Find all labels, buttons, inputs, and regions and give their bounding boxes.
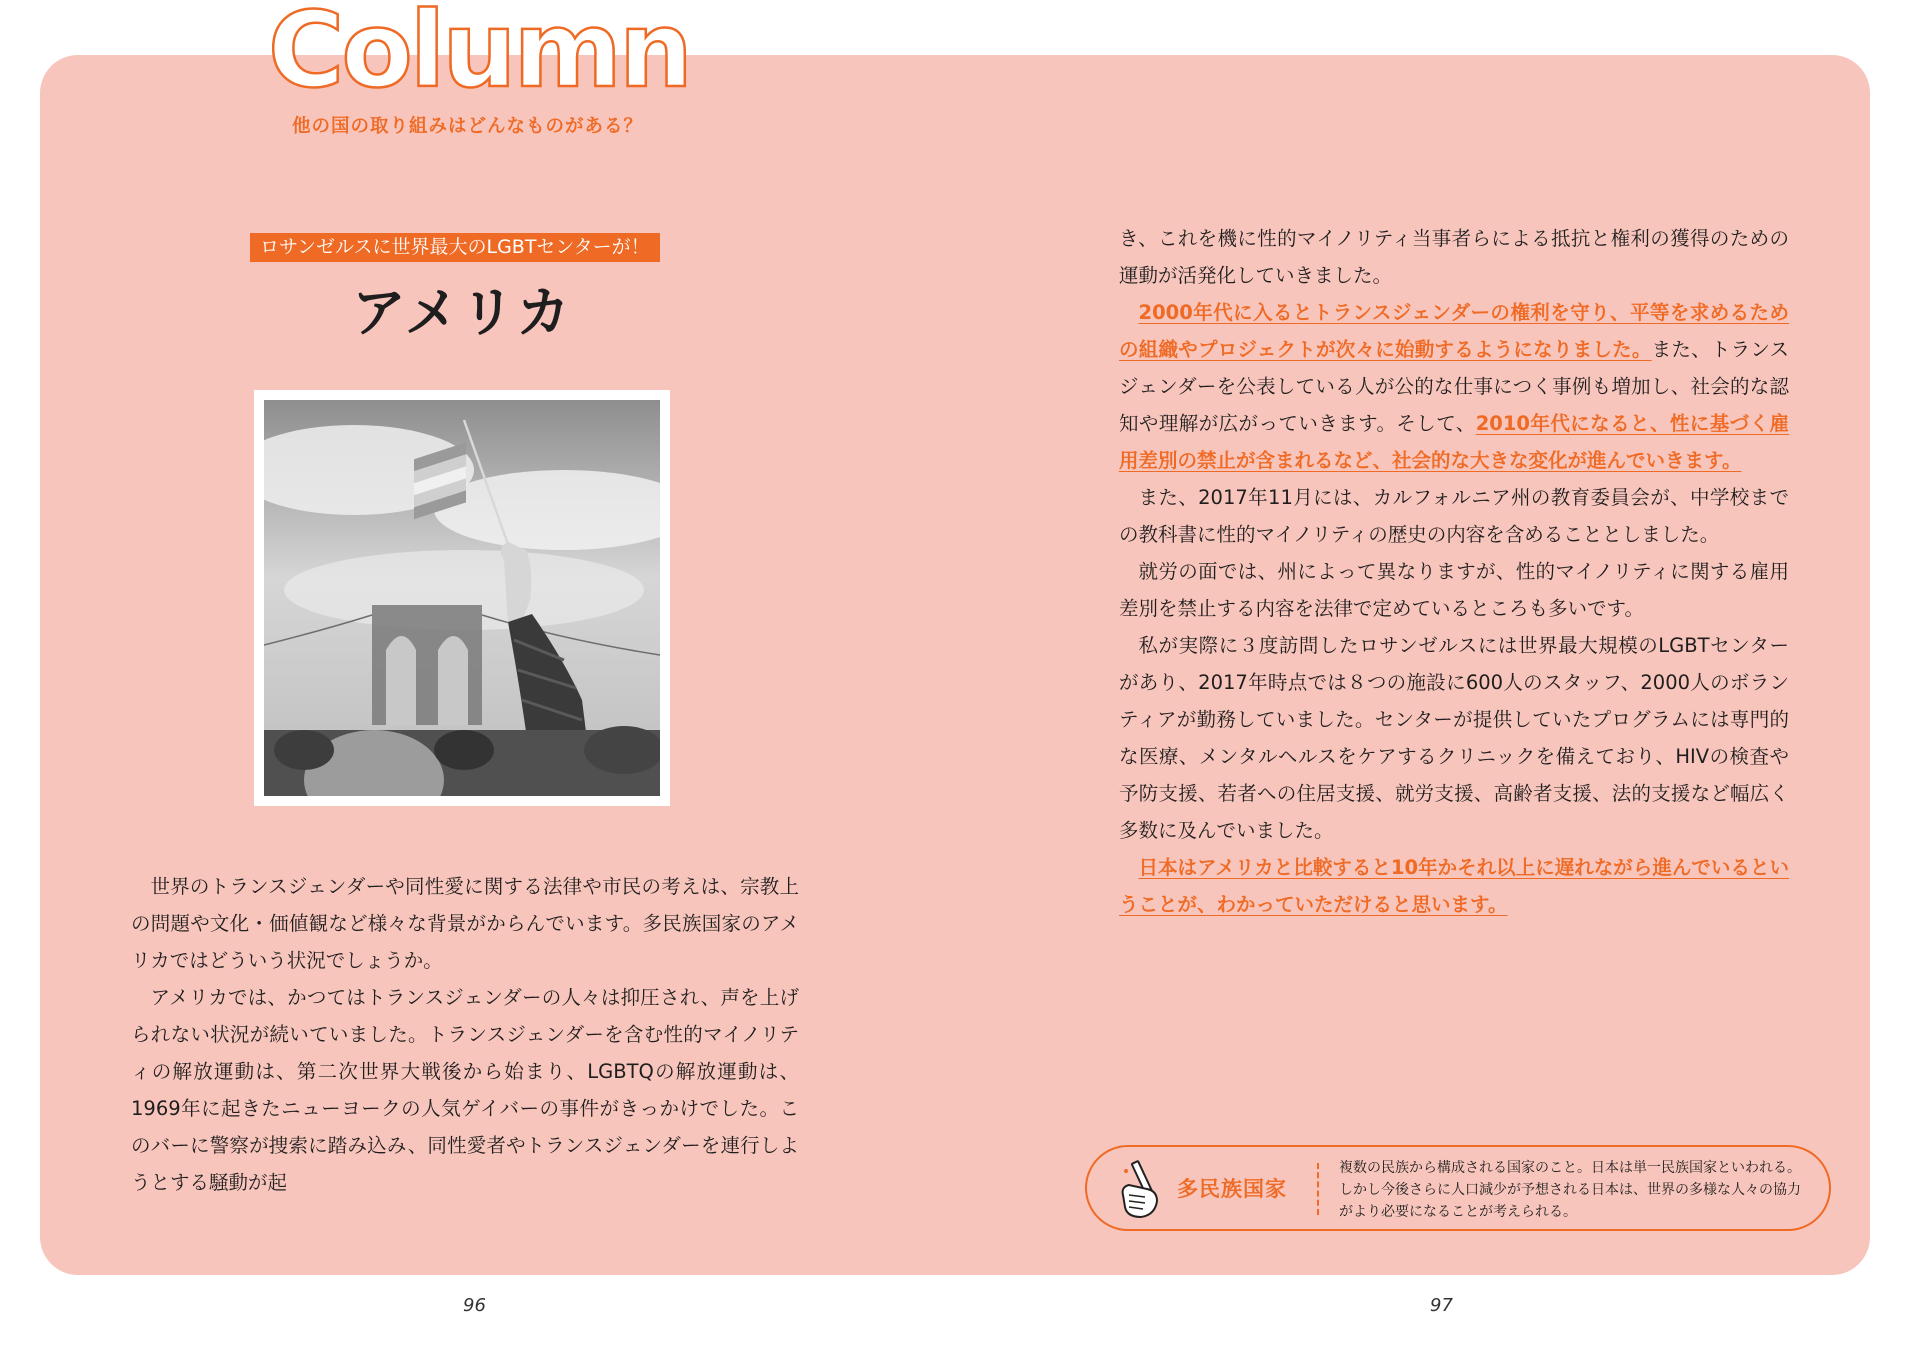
glossary-box (1085, 1145, 1831, 1231)
column-title: Column (268, 0, 690, 111)
section-tagline: ロサンゼルスに世界最大のLGBTセンターが！ (250, 233, 660, 262)
page-number-left: 96 (463, 1295, 486, 1316)
page-number-right: 97 (1430, 1295, 1453, 1316)
paragraph: また、2017年11月には、カルフォルニア州の教育委員会が、中学校までの教科書に性的マイノリティの歴史の内容を含めることとしました。 (1119, 486, 1789, 546)
highlighted-text: 2000年代に入るとトランスジェンダーの権利を守り、平等を求めるための組織やプロジェクトが次々に始動するようになりました。 (1119, 301, 1789, 361)
paragraph-text: また、トランスジェンダーを公表している人が公的な仕事につく事例も増加し、社会的な認知や理解が広がっていきます。そして、 (1119, 338, 1789, 435)
highlighted-text: 2010年代になると、性に基づく雇用差別の禁止が含まれるなど、社会的な大きな変化が進んでいきます。 (1119, 412, 1789, 472)
left-column-text (131, 868, 799, 1201)
glossary-definition: 複数の民族から構成される国家のこと。日本は単一民族国家といわれる。しかし今後さらに人口減少が予想される日本は、世界の多様な人々の協力がより必要になることが考えられる。 (1339, 1160, 1801, 1220)
glossary-divider (1317, 1163, 1319, 1215)
paragraph (1119, 294, 1789, 479)
paragraph: 就労の面では、州によって異なりますが、性的マイノリティに関する雇用差別を禁止する内容を法律で定めているところも多いです。 (1119, 560, 1789, 620)
column-subtitle: 他の国の取り組みはどんなものがある？ (292, 116, 644, 137)
paragraph: 世界のトランスジェンダーや同性愛に関する法律や市民の考えは、宗教上の問題や文化・価値観など様々な背景がからんでいます。多民族国家のアメリカではどういう状況でしょうか。 (131, 875, 799, 972)
glossary-term: 多民族国家 (1177, 1177, 1287, 1201)
country-heading: アメリカ (351, 281, 573, 344)
paragraph: アメリカでは、かつてはトランスジェンダーの人々は抑圧され、声を上げられない状況が続いていました。トランスジェンダーを含む性的マイノリティの解放運動は、第二次世界大戦後から始まり、LGBTQの解放運動は、1969年に起きたニューヨークの人気ゲイバーの事件がきっかけでした。このバーに警察が捜索に踏み込み、同性愛者やトランスジェンダーを連行しようとする騒動が起 (131, 986, 799, 1194)
paragraph (1119, 849, 1789, 923)
right-column-text (1119, 220, 1789, 923)
photo-illustration (264, 400, 660, 796)
highlighted-text: 日本はアメリカと比較すると10年かそれ以上に遅れながら進んでいるということが、わかっていただけると思います。 (1119, 856, 1789, 916)
pencil-hand-icon (1117, 1159, 1163, 1219)
paragraph: き、これを機に性的マイノリティ当事者らによる抵抗と権利の獲得のための運動が活発化していきました。 (1119, 227, 1789, 287)
bridge-flag-photo (254, 390, 670, 806)
paragraph: 私が実際に３度訪問したロサンゼルスには世界最大規模のLGBTセンターがあり、2017年時点では８つの施設に600人のスタッフ、2000人のボランティアが勤務していました。センターが提供していたプログラムには専門的な医療、メンタルヘルスをケアするクリニックを備えており、HIVの検査や予防支援、若者への住居支援、就労支援、高齢者支援、法的支援など幅広く多数に及んでいました。 (1119, 634, 1789, 842)
